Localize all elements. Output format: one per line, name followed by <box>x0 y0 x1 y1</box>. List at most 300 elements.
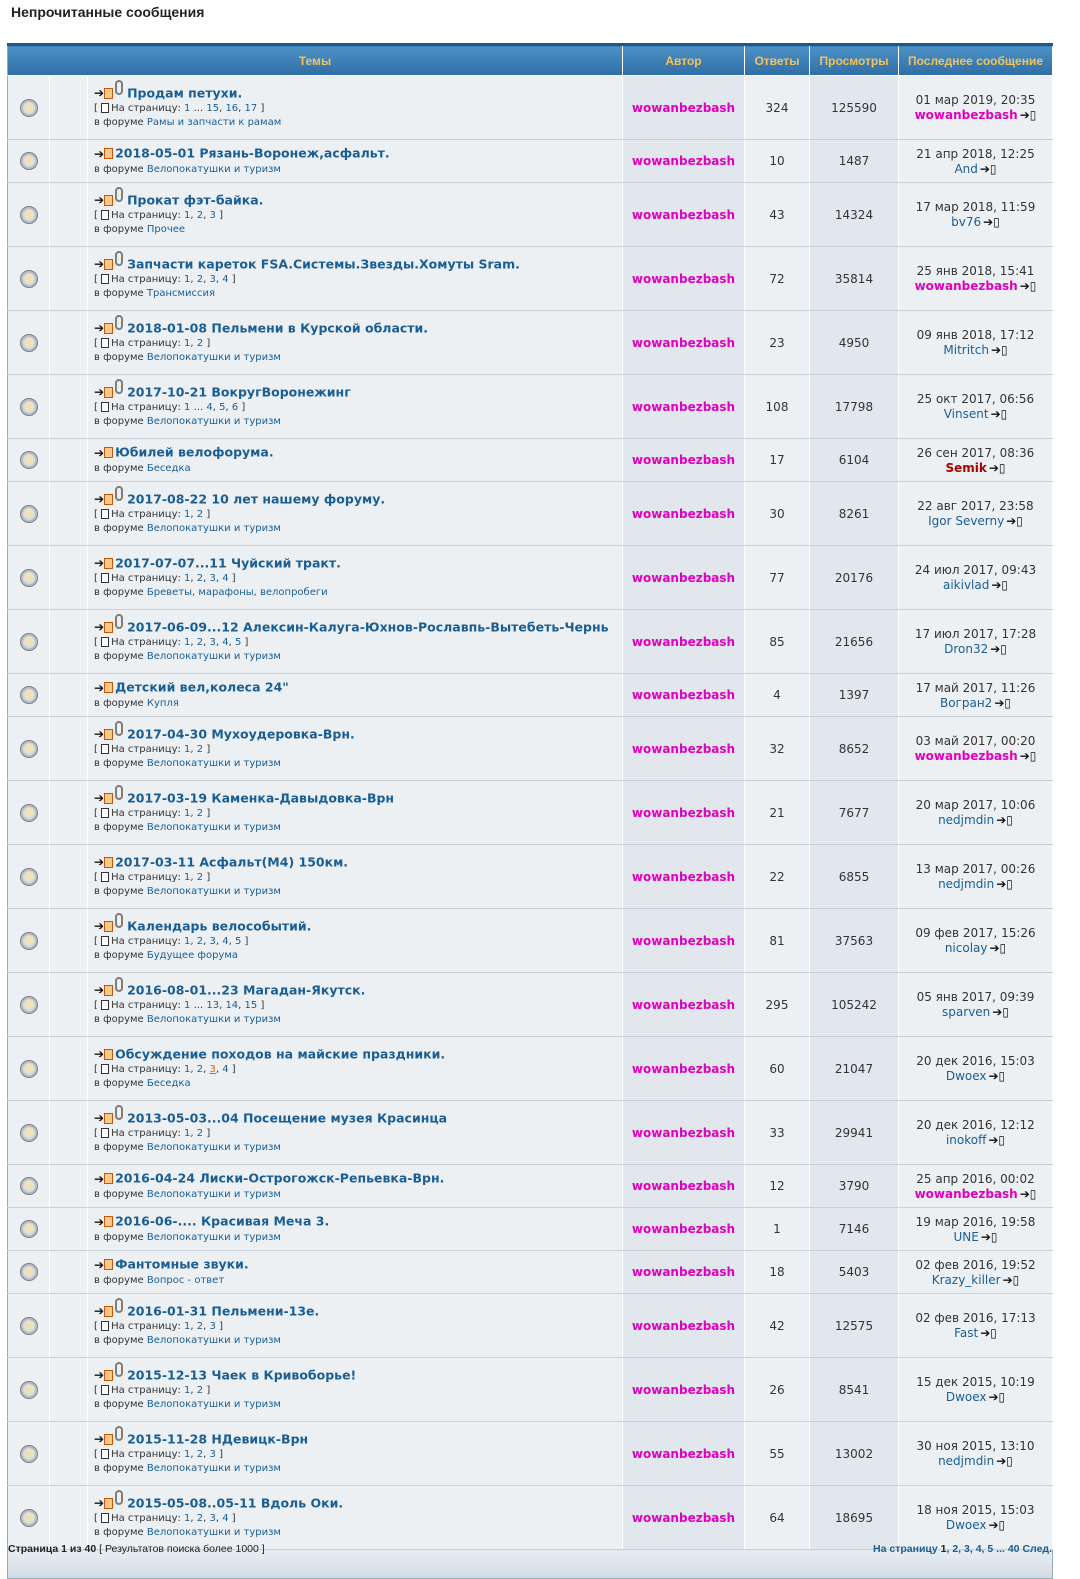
topic-page-link[interactable]: 1 <box>184 1128 191 1140</box>
author-link[interactable]: wowanbezbash <box>631 506 736 521</box>
topic-title-link[interactable]: Фантомные звуки. <box>115 1256 249 1272</box>
topic-page-link[interactable]: 1 <box>184 872 191 884</box>
topic-read-icon <box>20 740 38 758</box>
topic-page-link[interactable]: 1 <box>184 1449 191 1461</box>
topic-page-link[interactable]: 1 <box>184 744 191 756</box>
topic-forum-line <box>94 586 622 600</box>
topic-page-link[interactable]: 2 <box>196 872 204 884</box>
newest-post-doc-icon[interactable] <box>104 387 113 398</box>
last-post-user-link[interactable]: sparven <box>942 1005 991 1019</box>
last-post-user-link[interactable]: wowanbezbash <box>914 279 1018 293</box>
topic-page-link[interactable]: 13 <box>206 1000 220 1012</box>
author-link[interactable]: wowanbezbash <box>631 688 736 702</box>
topic-title-link[interactable]: 2017-08-22 10 лет нашему форуму. <box>127 491 386 507</box>
topic-icon-cell <box>50 482 88 546</box>
pager-page-link[interactable]: 3 <box>964 1543 970 1555</box>
newest-post-doc-icon[interactable] <box>104 985 113 996</box>
topic-title-link[interactable]: 2016-04-24 Лиски-Острогожск-Репьевка-Врн. <box>115 1170 445 1186</box>
newest-post-doc-icon[interactable] <box>104 195 113 206</box>
author-link[interactable]: wowanbezbash <box>631 1446 736 1461</box>
topic-page-link[interactable]: 2 <box>196 573 204 585</box>
goto-last-post-icon[interactable]: ➔▯ <box>980 1229 998 1244</box>
topic-page-link[interactable]: 2 <box>196 1385 204 1397</box>
newest-post-doc-icon[interactable] <box>104 494 113 505</box>
newest-post-doc-icon[interactable] <box>104 1173 113 1184</box>
topic-page-link[interactable]: 1 <box>184 274 191 286</box>
topic-page-link[interactable]: 3 <box>209 1449 216 1461</box>
topic-page-link[interactable]: 1 <box>184 1000 191 1012</box>
topic-title-link[interactable]: 2017-03-11 Асфальт(М4) 150км. <box>115 854 349 870</box>
newest-post-arrow-icon[interactable]: ➔ <box>94 193 105 208</box>
topic-page-link[interactable]: 1 <box>184 338 191 350</box>
in-forum-label: в форуме <box>94 288 144 300</box>
last-post-user-link[interactable]: Mitritch <box>943 343 989 357</box>
last-post-user-link[interactable]: aikivlad <box>942 578 990 592</box>
topic-read-icon <box>20 206 38 224</box>
author-link[interactable]: wowanbezbash <box>631 1179 736 1193</box>
topic-page-link[interactable]: 3 <box>209 1064 216 1076</box>
newest-post-arrow-icon[interactable]: ➔ <box>94 791 105 806</box>
table-row <box>8 1251 1053 1294</box>
topic-page-link[interactable]: 1 <box>184 1321 191 1333</box>
author-cell <box>623 845 745 909</box>
goto-last-post-icon[interactable]: ➔▯ <box>989 941 1007 955</box>
views-cell <box>810 375 899 439</box>
topic-page-link[interactable]: 5 <box>234 936 242 948</box>
topic-title-link[interactable]: Продам петухи. <box>127 85 243 101</box>
forum-link[interactable]: Вопрос - ответ <box>146 1274 225 1286</box>
topic-page-link[interactable]: 3 <box>209 210 216 222</box>
newest-post-arrow-icon[interactable]: ➔ <box>94 1257 105 1272</box>
topic-page-link[interactable]: 5 <box>234 637 242 649</box>
newest-post-doc-icon[interactable] <box>104 1216 113 1227</box>
newest-post-doc-icon[interactable] <box>104 1370 113 1381</box>
page-icon <box>101 744 109 754</box>
last-post-user-link[interactable]: inokoff <box>945 1133 987 1147</box>
topic-page-link[interactable]: 3 <box>209 1321 216 1333</box>
topic-page-link[interactable]: 2 <box>196 274 204 286</box>
goto-last-post-icon[interactable]: ➔▯ <box>992 1005 1009 1019</box>
newest-post-doc-icon[interactable] <box>104 682 113 693</box>
topic-page-link[interactable]: 3 <box>209 274 216 286</box>
goto-last-post-icon[interactable]: ➔▯ <box>980 1326 997 1340</box>
topic-title-link[interactable]: 2016-01-31 Пельмени-13е. <box>127 1303 320 1319</box>
topic-page-link[interactable]: 3 <box>209 936 216 948</box>
topic-page-link[interactable]: 15 <box>244 1000 258 1012</box>
replies-cell <box>745 674 810 717</box>
topic-page-link[interactable]: 14 <box>225 1000 239 1012</box>
author-link[interactable]: wowanbezbash <box>631 1222 736 1236</box>
goto-last-post-icon[interactable]: ➔▯ <box>1019 108 1037 122</box>
newest-post-doc-icon[interactable] <box>104 259 113 270</box>
goto-last-post-icon[interactable]: ➔▯ <box>983 215 1000 229</box>
forum-link[interactable]: Будущее форума <box>146 950 239 962</box>
goto-last-post-icon[interactable]: ➔▯ <box>990 642 1007 656</box>
topic-title-link[interactable]: 2015-12-13 Чаек в Кривоборье! <box>127 1367 357 1383</box>
replies-cell <box>745 375 810 439</box>
newest-post-arrow-icon[interactable]: ➔ <box>94 86 105 101</box>
topic-page-link[interactable]: 2 <box>196 808 204 820</box>
topic-page-link[interactable]: 4 <box>222 274 229 286</box>
topic-page-link[interactable]: 2 <box>196 1064 204 1076</box>
goto-last-post-icon[interactable]: ➔▯ <box>996 1454 1013 1468</box>
author-link[interactable]: wowanbezbash <box>631 335 736 350</box>
topic-page-link[interactable]: 4 <box>222 936 229 948</box>
topic-page-link[interactable]: 1 <box>184 1513 191 1525</box>
newest-post-doc-icon[interactable] <box>104 1434 113 1445</box>
page-icon <box>101 1449 109 1459</box>
goto-last-post-icon[interactable]: ➔▯ <box>1019 1186 1037 1201</box>
topic-page-link[interactable]: 1 <box>184 637 191 649</box>
page-icon <box>101 1321 109 1331</box>
newest-post-arrow-icon[interactable]: ➔ <box>94 919 105 934</box>
goto-last-post-icon[interactable]: ➔▯ <box>994 695 1011 710</box>
topic-page-link[interactable]: 1 <box>184 936 191 948</box>
author-link[interactable]: wowanbezbash <box>631 869 736 884</box>
author-link[interactable]: wowanbezbash <box>631 997 736 1012</box>
newest-post-arrow-icon[interactable]: ➔ <box>94 855 105 870</box>
forum-link[interactable]: Велопокатушки и туризм <box>146 1335 281 1347</box>
views-count: 8541 <box>838 1382 870 1397</box>
author-link[interactable]: wowanbezbash <box>631 570 736 585</box>
last-post-cell <box>899 1037 1053 1101</box>
newest-post-arrow-icon[interactable]: ➔ <box>94 1496 105 1511</box>
topic-page-link[interactable]: 1 <box>184 1064 191 1076</box>
table-row <box>8 1358 1053 1422</box>
author-link[interactable]: wowanbezbash <box>631 933 736 948</box>
topic-title-link[interactable]: 2015-11-28 НДевицк-Врн <box>127 1431 309 1447</box>
replies-count: 1 <box>773 1222 781 1236</box>
author-link[interactable]: wowanbezbash <box>631 741 736 756</box>
topic-page-link[interactable]: 1 <box>184 402 191 414</box>
newest-post-arrow-icon[interactable]: ➔ <box>94 1047 105 1062</box>
last-post-time: 05 янв 2017, 09:39 <box>916 990 1035 1004</box>
views-count: 12575 <box>834 1318 874 1333</box>
newest-post-doc-icon[interactable] <box>104 558 113 569</box>
author-cell <box>623 247 745 311</box>
views-cell <box>810 610 899 674</box>
topic-cell <box>88 76 623 140</box>
topic-pages: [ На страницу: 1, 2, 3 ] <box>94 210 223 222</box>
newest-post-arrow-icon[interactable]: ➔ <box>94 983 105 998</box>
newest-post-doc-icon[interactable] <box>104 921 113 932</box>
newest-post-doc-icon[interactable] <box>104 793 113 804</box>
topic-page-link[interactable]: 2 <box>196 1128 204 1140</box>
topic-title-link[interactable]: 2018-05-01 Рязань-Воронеж,асфальт. <box>115 145 390 161</box>
pager-page-link[interactable]: 40 <box>1007 1543 1020 1555</box>
newest-post-arrow-icon[interactable]: ➔ <box>94 680 105 695</box>
topic-cell <box>88 1165 623 1208</box>
author-link[interactable]: wowanbezbash <box>631 100 736 115</box>
newest-post-arrow-icon[interactable]: ➔ <box>94 445 105 460</box>
last-post-user-link[interactable]: Dwoex <box>945 1518 987 1532</box>
goto-last-post-icon[interactable]: ➔▯ <box>996 877 1013 891</box>
topic-title-link[interactable]: Юбилей велофорума. <box>115 444 274 460</box>
last-post-cell <box>899 674 1053 717</box>
forum-link[interactable]: Велопокатушки и туризм <box>146 163 281 175</box>
views-cell <box>810 140 899 183</box>
last-post-user-link[interactable]: Dwoex <box>945 1069 987 1083</box>
topic-title-link[interactable]: 2018-01-08 Пельмени в Курской области. <box>127 320 429 336</box>
last-post-user-link[interactable]: nedjmdin <box>938 877 995 891</box>
last-post-user-link[interactable]: Dron32 <box>944 642 989 656</box>
topic-page-link[interactable]: 15 <box>206 103 220 115</box>
last-post-user-link[interactable]: Krazy_killer <box>931 1272 1001 1287</box>
views-count: 29941 <box>834 1125 874 1140</box>
goto-last-post-icon[interactable]: ➔▯ <box>990 343 1008 357</box>
topic-title-link[interactable]: 2013-05-03...04 Посещение музея Красинца <box>127 1110 448 1126</box>
goto-last-post-icon[interactable]: ➔▯ <box>979 161 997 176</box>
page-title: Непрочитанные сообщения <box>11 4 205 20</box>
forum-link[interactable]: Велопокатушки и туризм <box>146 1463 281 1475</box>
replies-count: 77 <box>769 570 785 585</box>
author-link[interactable]: wowanbezbash <box>631 1382 736 1397</box>
author-link[interactable]: wowanbezbash <box>631 207 736 222</box>
last-post-user-link[interactable]: Igor Severny <box>928 514 1005 528</box>
forum-link[interactable]: Велопокатушки и туризм <box>146 1142 281 1154</box>
table-row <box>8 247 1053 311</box>
topic-title-link[interactable]: 2017-07-07...11 Чуйский тракт. <box>115 555 341 571</box>
author-link[interactable]: wowanbezbash <box>631 271 736 286</box>
last-post-user-link[interactable]: Вогран2 <box>939 695 993 710</box>
forum-link[interactable]: Велопокатушки и туризм <box>146 1527 281 1539</box>
last-post-user-link[interactable]: Dwoex <box>945 1390 987 1404</box>
newest-post-doc-icon[interactable] <box>104 1049 113 1060</box>
views-cell <box>810 183 899 247</box>
newest-post-doc-icon[interactable] <box>104 88 113 99</box>
topic-page-link[interactable]: 1 <box>184 509 191 521</box>
topic-title-link[interactable]: Детский вел,колеса 24" <box>115 679 289 695</box>
newest-post-arrow-icon[interactable]: ➔ <box>94 1368 105 1383</box>
topic-forum-line <box>94 757 622 771</box>
topic-page-link[interactable]: 1 <box>184 808 191 820</box>
last-post-user-link[interactable]: nedjmdin <box>938 1454 995 1468</box>
topic-page-link[interactable]: 1 <box>184 103 191 115</box>
paperclip-icon <box>115 187 123 202</box>
newest-post-doc-icon[interactable] <box>104 1306 113 1317</box>
forum-link[interactable]: Велопокатушки и туризм <box>146 416 281 428</box>
topic-page-link[interactable]: 4 <box>222 1064 229 1076</box>
topic-cell <box>88 973 623 1037</box>
forum-link[interactable]: Велопокатушки и туризм <box>146 1399 281 1411</box>
pager-page-link[interactable]: 1 <box>940 1543 947 1555</box>
topic-title-link[interactable]: 2016-08-01...23 Магадан-Якутск. <box>127 982 366 998</box>
newest-post-arrow-icon[interactable]: ➔ <box>94 492 105 507</box>
topic-title-link[interactable]: 2017-10-21 ВокругВоронежинг <box>127 384 351 400</box>
newest-post-doc-icon[interactable] <box>104 323 113 334</box>
topic-title-link[interactable]: Календарь велособытий. <box>127 918 312 934</box>
topic-title-link[interactable]: 2016-06-.... Красивая Меча 3. <box>115 1213 330 1229</box>
last-post-user-link[interactable]: wowanbezbash <box>914 108 1018 122</box>
newest-post-arrow-icon[interactable]: ➔ <box>94 727 105 742</box>
author-link[interactable]: wowanbezbash <box>631 634 736 649</box>
newest-post-arrow-icon[interactable]: ➔ <box>94 1304 105 1319</box>
forum-link[interactable]: Трансмиссия <box>146 288 216 300</box>
author-link[interactable]: wowanbezbash <box>631 1318 736 1333</box>
topic-page-link[interactable]: 4 <box>222 573 229 585</box>
newest-post-arrow-icon[interactable]: ➔ <box>94 1214 105 1229</box>
author-link[interactable]: wowanbezbash <box>631 453 736 467</box>
table-row <box>8 1101 1053 1165</box>
newest-post-arrow-icon[interactable]: ➔ <box>94 620 105 635</box>
paperclip-icon <box>115 315 123 330</box>
views-count: 14324 <box>834 207 874 222</box>
goto-last-post-icon[interactable]: ➔▯ <box>1019 279 1037 293</box>
topic-title-link[interactable]: 2015-05-08..05-11 Вдоль Оки. <box>127 1495 344 1511</box>
forum-link[interactable]: Велопокатушки и туризм <box>146 886 281 898</box>
author-link[interactable]: wowanbezbash <box>631 399 736 414</box>
topic-title-link[interactable]: Запчасти кареток FSA.Системы.Звезды.Хомуты Sram. <box>127 256 520 272</box>
forum-link[interactable]: Велопокатушки и туризм <box>146 758 281 770</box>
newest-post-arrow-icon[interactable]: ➔ <box>94 1171 105 1186</box>
goto-last-post-icon[interactable]: ➔▯ <box>990 407 1008 421</box>
last-post-user-link[interactable]: wowanbezbash <box>914 749 1018 763</box>
forum-link[interactable]: Велопокатушки и туризм <box>146 352 281 364</box>
last-post-user-link[interactable]: Semik <box>945 460 987 475</box>
topic-status-cell <box>8 1251 50 1294</box>
pager-page-link[interactable]: 4 <box>975 1543 982 1555</box>
topic-title-link[interactable]: 2017-03-19 Каменка-Давыдовка-Врн <box>127 790 395 806</box>
topic-page-link[interactable]: 5 <box>219 402 226 414</box>
forum-link[interactable]: Купля <box>146 697 179 709</box>
newest-post-doc-icon[interactable] <box>104 1498 113 1509</box>
goto-last-post-icon[interactable]: ➔▯ <box>1006 514 1023 528</box>
pager-page-link[interactable]: 2 <box>952 1543 959 1555</box>
forum-link[interactable]: Велопокатушки и туризм <box>146 651 281 663</box>
goto-last-post-icon[interactable]: ➔▯ <box>988 1518 1006 1532</box>
table-row <box>8 973 1053 1037</box>
author-link[interactable]: wowanbezbash <box>631 805 736 820</box>
replies-cell <box>745 781 810 845</box>
topic-status-cell <box>8 610 50 674</box>
newest-post-doc-icon[interactable] <box>104 447 113 458</box>
last-post-user-link[interactable]: bv76 <box>951 215 982 229</box>
topic-page-link[interactable]: 1 <box>184 1385 191 1397</box>
newest-post-arrow-icon[interactable]: ➔ <box>94 321 105 336</box>
forum-link[interactable]: Велопокатушки и туризм <box>146 1014 281 1026</box>
newest-post-arrow-icon[interactable]: ➔ <box>94 1432 105 1447</box>
last-post-user-link[interactable]: Fast <box>954 1326 979 1340</box>
replies-cell <box>745 1294 810 1358</box>
topic-page-link[interactable]: 1 <box>184 210 191 222</box>
last-post-user-link[interactable]: nicolay <box>944 941 988 955</box>
newest-post-doc-icon[interactable] <box>104 1259 113 1270</box>
topic-page-link[interactable]: 3 <box>209 1513 216 1525</box>
topic-icon-cell <box>50 1422 88 1486</box>
topic-page-link[interactable]: 17 <box>244 103 258 115</box>
replies-cell <box>745 546 810 610</box>
newest-post-arrow-icon[interactable]: ➔ <box>94 385 105 400</box>
topic-icon-cell <box>50 909 88 973</box>
newest-post-doc-icon[interactable] <box>104 729 113 740</box>
goto-last-post-icon[interactable]: ➔▯ <box>991 578 1009 592</box>
topic-page-link[interactable]: 16 <box>225 103 239 115</box>
last-post-user-link[interactable]: Vinsent <box>943 407 989 421</box>
topic-icon-cell <box>50 1208 88 1251</box>
topic-page-link[interactable]: 2 <box>196 210 204 222</box>
last-post-user-link[interactable]: UNE <box>953 1229 979 1244</box>
forum-link[interactable]: Бреветы, марафоны, велопробеги <box>146 587 328 599</box>
topic-page-link[interactable]: 2 <box>196 509 204 521</box>
topic-read-icon <box>20 1381 38 1399</box>
topic-icon-cell <box>50 140 88 183</box>
pager-page-link[interactable]: 5 <box>987 1543 994 1555</box>
topic-title-link[interactable]: Обсуждение походов на майские праздники. <box>115 1046 446 1062</box>
goto-last-post-icon[interactable]: ➔▯ <box>988 460 1006 475</box>
last-post-user-link[interactable]: And <box>954 161 978 176</box>
author-cell <box>623 183 745 247</box>
topic-page-link[interactable]: 4 <box>206 402 213 414</box>
newest-post-arrow-icon[interactable]: ➔ <box>94 146 105 161</box>
goto-last-post-icon[interactable]: ➔▯ <box>1002 1272 1020 1287</box>
author-link[interactable]: wowanbezbash <box>631 1061 736 1076</box>
topic-title-link[interactable]: 2017-04-30 Мухоудеровка-Врн. <box>127 726 355 742</box>
topic-page-link[interactable]: 3 <box>209 573 216 585</box>
topic-title-link[interactable]: Прокат фэт-байка. <box>127 192 264 208</box>
newest-post-doc-icon[interactable] <box>104 1113 113 1124</box>
topic-page-link[interactable]: 2 <box>196 1321 204 1333</box>
last-post-cell <box>899 1358 1053 1422</box>
goto-last-post-icon[interactable]: ➔▯ <box>988 1390 1006 1404</box>
topic-page-link[interactable]: 2 <box>196 936 204 948</box>
last-post-user-link[interactable]: wowanbezbash <box>914 1186 1018 1201</box>
topic-read-icon <box>20 686 38 704</box>
forum-link[interactable]: Беседка <box>146 1078 191 1090</box>
topic-cell <box>88 375 623 439</box>
topic-page-link[interactable]: 2 <box>196 1449 204 1461</box>
newest-post-doc-icon[interactable] <box>104 857 113 868</box>
topic-page-link[interactable]: 3 <box>209 637 216 649</box>
topic-title-link[interactable]: 2017-06-09...12 Алексин-Калуга-Юхнов-Рославпь-Вытебеть-Чернь <box>127 619 609 635</box>
goto-last-post-icon[interactable]: ➔▯ <box>996 813 1013 827</box>
forum-link[interactable]: Рамы и запчасти к рамам <box>146 117 282 129</box>
topic-page-link[interactable]: 2 <box>196 637 204 649</box>
topic-pages: [ На страницу: 1, 2, 3 ] <box>94 1321 223 1333</box>
topic-page-link[interactable]: 2 <box>196 338 204 350</box>
topic-status-cell <box>8 76 50 140</box>
forum-link[interactable]: Прочее <box>146 224 186 236</box>
newest-post-arrow-icon[interactable]: ➔ <box>94 257 105 272</box>
topic-page-link[interactable]: 6 <box>231 402 239 414</box>
goto-last-post-icon[interactable]: ➔▯ <box>1019 749 1037 763</box>
topic-page-link[interactable]: 1 <box>184 573 191 585</box>
forum-link[interactable]: Велопокатушки и туризм <box>146 1231 281 1243</box>
author-link[interactable]: wowanbezbash <box>631 1510 736 1525</box>
topic-status-cell <box>8 1101 50 1165</box>
topic-page-link[interactable]: 2 <box>196 744 204 756</box>
topic-page-link[interactable]: 2 <box>196 1513 204 1525</box>
goto-last-post-icon[interactable]: ➔▯ <box>988 1133 1006 1147</box>
author-link[interactable]: wowanbezbash <box>631 1265 736 1279</box>
next-page-link[interactable]: След. <box>1022 1543 1052 1555</box>
forum-link[interactable]: Велопокатушки и туризм <box>146 1188 281 1200</box>
newest-post-arrow-icon[interactable]: ➔ <box>94 556 105 571</box>
newest-post-arrow-icon[interactable]: ➔ <box>94 1111 105 1126</box>
topic-page-link[interactable]: 4 <box>222 1513 229 1525</box>
author-link[interactable]: wowanbezbash <box>631 1125 736 1140</box>
author-cell <box>623 1358 745 1422</box>
goto-last-post-icon[interactable]: ➔▯ <box>988 1069 1006 1083</box>
author-link[interactable]: wowanbezbash <box>631 154 736 168</box>
pages-prefix: На страницу: <box>111 637 181 649</box>
forum-link[interactable]: Велопокатушки и туризм <box>146 822 281 834</box>
forum-link[interactable]: Велопокатушки и туризм <box>146 523 281 535</box>
newest-post-doc-icon[interactable] <box>104 148 113 159</box>
last-post-user-link[interactable]: nedjmdin <box>938 813 995 827</box>
newest-post-doc-icon[interactable] <box>104 622 113 633</box>
topic-page-link[interactable]: 4 <box>222 637 229 649</box>
forum-link[interactable]: Беседка <box>146 462 191 474</box>
